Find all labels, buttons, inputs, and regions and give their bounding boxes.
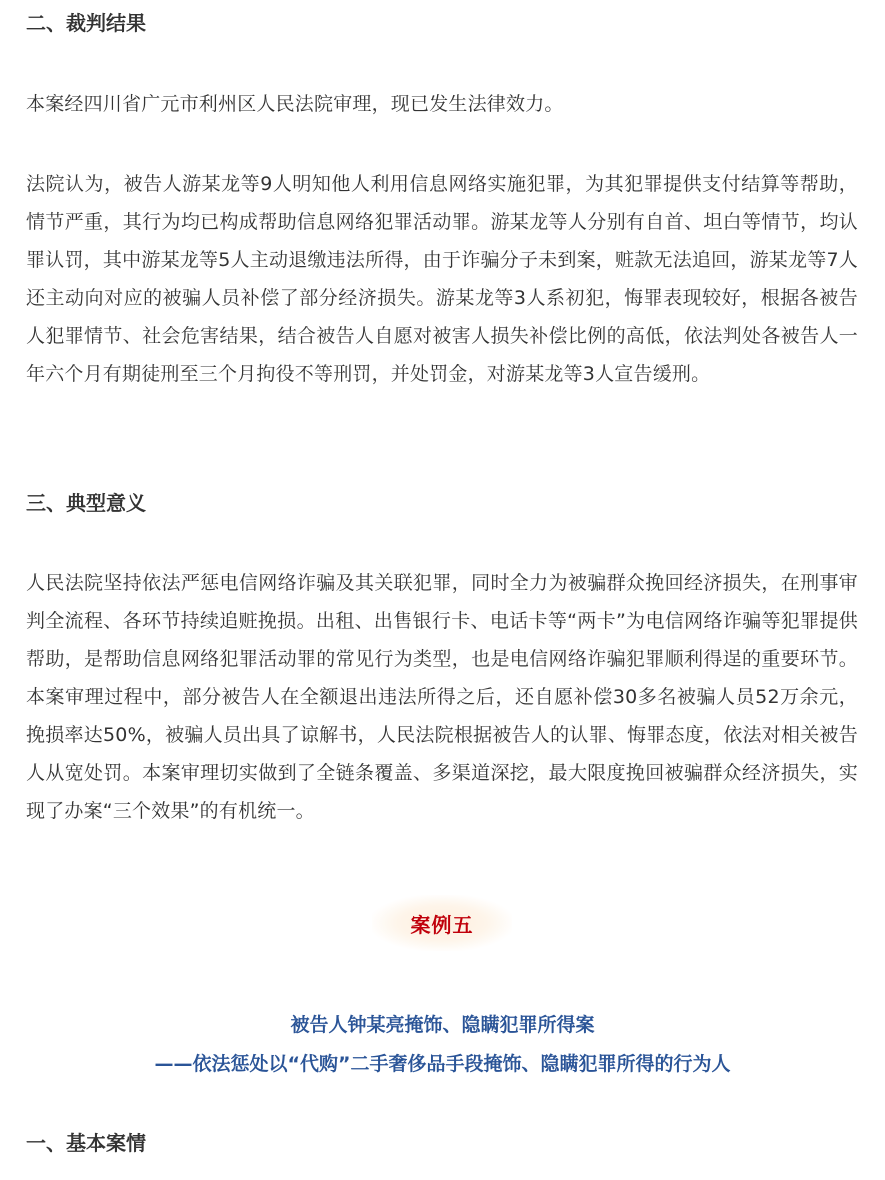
case-label-badge bbox=[372, 895, 512, 951]
paragraph-typical-significance: 人民法院坚持依法严惩电信网络诈骗及其关联犯罪，同时全力为被骗群众挽回经济损失，在刑事审判全流程、各环节持续追赃挽损。出租、出售银行卡、电话卡等“两卡”为电信网络诈骗等犯罪提供帮助，是帮助信息网络犯罪活动罪的常见行为类型，也是电信网络诈骗犯罪顺利得逞的重要环节。本案审理过程中，部分被告人在全额退出违法所得之后，还自愿补偿30多名被骗人员52万余元，挽损率达50%，被骗人员出具了谅解书，人民法院根据被告人的认罪、悔罪态度，依法对相关被告人从宽处罚。本案审理切实做到了全链条覆盖、多渠道深挖，最大限度挽回被骗群众经济损失，实现了办案“三个效果”的有机统一。 bbox=[26, 572, 858, 822]
section-heading-basic-facts: 一、基本案情 bbox=[26, 1131, 146, 1155]
section-heading-typical-significance: 三、典型意义 bbox=[26, 491, 146, 515]
case-title-line2: ——依法惩处以“代购”二手奢侈品手段掩饰、隐瞒犯罪所得的行为人 bbox=[154, 1053, 731, 1075]
paragraph-court-opinion: 法院认为，被告人游某龙等9人明知他人利用信息网络实施犯罪，为其犯罪提供支付结算等帮助，情节严重，其行为均已构成帮助信息网络犯罪活动罪。游某龙等人分别有自首、坦白等情节，均认罪认罚，其中游某龙等5人主动退缴违法所得，由于诈骗分子未到案，赃款无法追回，游某龙等7人还主动向对应的被骗人员补偿了部分经济损失。游某龙等3人系初犯，悔罪表现较好，根据各被告人犯罪情节、社会危害结果，结合被告人自愿对被害人损失补偿比例的高低，依法判处各被告人一年六个月有期徒刑至三个月拘役不等刑罚，并处罚金，对游某龙等3人宣告缓刑。 bbox=[26, 173, 858, 385]
section-heading-judgment-result: 二、裁判结果 bbox=[26, 11, 146, 35]
case-title-line1: 被告人钟某亮掩饰、隐瞒犯罪所得案 bbox=[290, 1014, 595, 1036]
paragraph-court-effect: 本案经四川省广元市利州区人民法院审理，现已发生法律效力。 bbox=[26, 93, 564, 115]
case-label-text: 案例五 bbox=[410, 912, 474, 937]
